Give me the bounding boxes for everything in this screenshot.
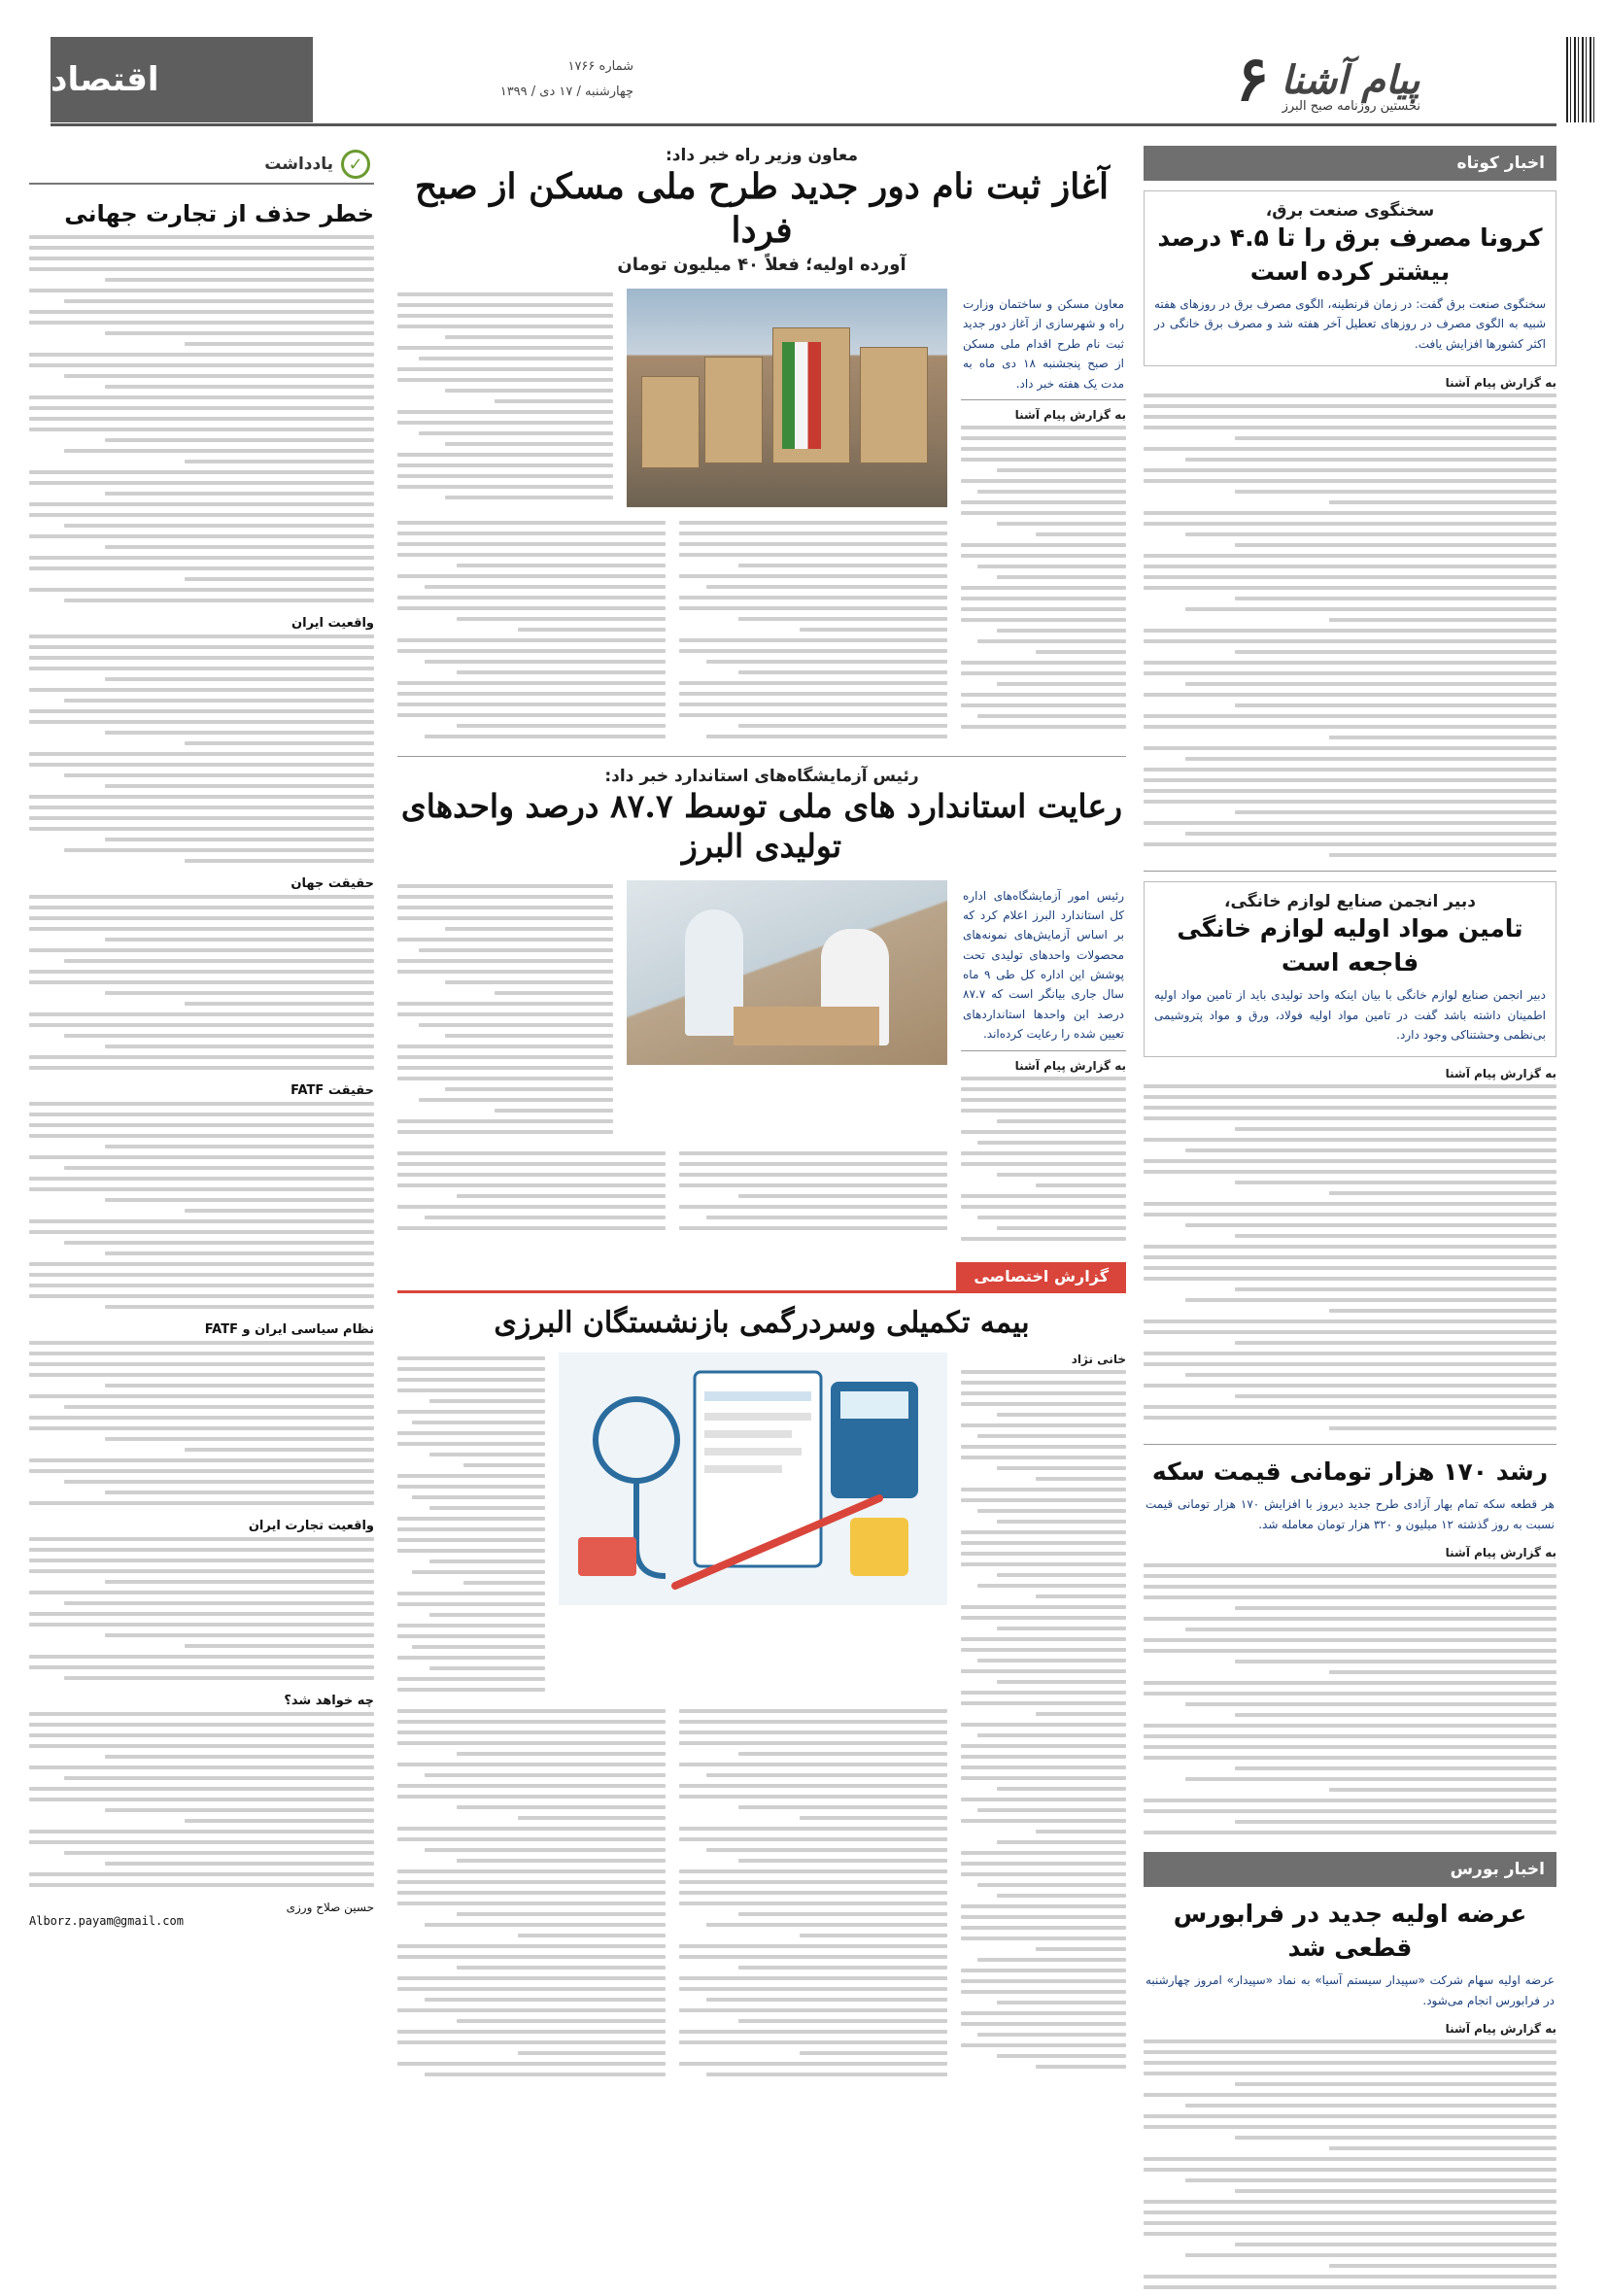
standard-body-text (397, 1148, 666, 1234)
standard-story (397, 767, 1126, 1245)
editorial-subhead: واقعیت ایران (291, 615, 374, 631)
lead-body-text (679, 517, 947, 742)
issue-date: چهارشنبه / ۱۷ دی / ۱۳۹۹ (499, 85, 633, 99)
standard-body-text (961, 1073, 1126, 1245)
lead-left-area (397, 289, 947, 742)
story-appliances (1144, 881, 1556, 1057)
story-headline: رشد ۱۷۰ هزار تومانی قیمت سکه (1151, 1457, 1549, 1487)
exclusive-report (397, 1262, 1126, 2081)
insurance-illustration (559, 1353, 947, 1605)
story-lead-in: به گزارش پیام آشنا (1445, 1546, 1556, 1560)
issue-number: شماره ۱۷۶۶ (567, 59, 633, 74)
report-body-text (961, 1366, 1126, 2073)
story-electricity (1144, 190, 1556, 366)
report-body-text (679, 1705, 947, 2080)
editorial-body (29, 1533, 374, 1684)
editorial-body (29, 1708, 374, 1891)
insurance-icon (559, 1353, 947, 1605)
editorial-column (29, 146, 374, 2267)
bourse-header: اخبار بورس (1144, 1852, 1556, 1887)
lead-lead-in: به گزارش پیام آشنا (1014, 407, 1126, 422)
story-kicker: دبیر انجمن صنایع لوازم خانگی، (1224, 892, 1476, 912)
standard-body-text (679, 1148, 947, 1234)
story-kicker: سخنگوی صنعت برق، (1265, 201, 1435, 221)
author-email[interactable]: Alborz.payam@gmail.com (29, 1913, 184, 1928)
main-column (397, 146, 1126, 2267)
report-byline: خانی نژاد (1071, 1353, 1126, 1367)
editorial-body (29, 1098, 374, 1313)
story-body (1144, 1559, 1556, 1838)
check-icon: ✓ (341, 150, 370, 179)
editorial-subhead: چه خواهد شد؟ (284, 1693, 374, 1708)
short-news-column (1144, 146, 1556, 2267)
issue-info (500, 54, 633, 105)
tagline: نخستین روزنامه صبح البرز (1282, 99, 1420, 114)
story-lede: سخنگوی صنعت برق گفت: در زمان قرنطینه، الگوی مصرف برق در روزهای هفته شبیه به الگوی مصرف در روزهای تعطیل آخر هفته شد و مصرف برق خانگی در اکثر کشورها افزایش یافت. (1154, 297, 1546, 351)
lead-lede: معاون مسکن و ساختمان وزارت راه و شهرسازی از آغاز دور جدید ثبت نام طرح اقدام ملی مسکن از صبح پنجشنبه ۱۸ دی ماه به مدت یک هفته خبر داد. (961, 289, 1126, 400)
lab-photo (627, 880, 947, 1065)
author-name: حسین صلاح ورزی (286, 1900, 374, 1914)
story-body (1144, 2036, 1556, 2296)
barcode-icon (1566, 37, 1595, 122)
story-lead-in: به گزارش پیام آشنا (1445, 1067, 1556, 1081)
standard-lead-in: به گزارش پیام آشنا (1014, 1058, 1126, 1073)
lead-headline: آغاز ثبت نام دور جدید طرح ملی مسکن از صبح فردا (414, 166, 1110, 251)
story-lead-in: به گزارش پیام آشنا (1445, 2021, 1556, 2036)
story-lede: عرضه اولیه سهام شرکت «سپیدار سیستم آسیا» به نماد «سپیدار» امروز چهارشنبه در فرابورس انجام می‌شود. (1145, 1973, 1555, 2007)
editorial-body (29, 231, 374, 606)
editorial-body (29, 631, 374, 867)
lead-body-text (961, 422, 1126, 733)
standard-lede: رئیس امور آزمایشگاه‌های اداره کل استاندارد البرز اعلام کرد که بر اساس آزمایش‌های نمونه‌های محصولات واحدهای تولیدی تحت پوشش این اداره کل طی ۹ ماه سال جاری بیانگر است که ۸۷.۷ درصد این واحدها استانداردهای تعیین شده را رعایت کرده‌اند. (961, 880, 1126, 1051)
story-lede: دبیر انجمن صنایع لوازم خانگی با بیان اینکه واحد تولیدی باید از تامین مواد اولیه اطمینان داشته باشد گفت در تامین مواد اولیه فولاد، ورق و مواد پتروشیمی بی‌نظمی وحشتناکی وجود دارد. (1154, 988, 1546, 1042)
editorial-body (29, 891, 374, 1074)
story-lede: هر قطعه سکه تمام بهار آزادی طرح جدید دیروز با افزایش ۱۷۰ هزار تومانی قیمت نسبت به روز گذشته ۱۲ میلیون و ۳۲۰ هزار تومان معامله شد. (1145, 1497, 1555, 1531)
standard-body-text (397, 880, 613, 1138)
editorial-header (29, 146, 374, 185)
lead-body-text (397, 517, 666, 742)
editorial-body (29, 1337, 374, 1509)
lead-body (397, 289, 1126, 742)
lead-right-column (961, 289, 1126, 742)
story-headline: تامین مواد اولیه لوازم خانگی فاجعه است (1177, 914, 1523, 977)
page-number: ۶ (1236, 43, 1270, 116)
report-body-text (397, 1705, 666, 2080)
short-news-header: اخبار کوتاه (1144, 146, 1556, 181)
lead-subhead: آورده اولیه؛ فعلاً ۴۰ میلیون تومان (617, 255, 906, 275)
section-title: اقتصاد (51, 37, 313, 122)
editorial-subhead: حقیقت FATF (291, 1082, 374, 1098)
standard-headline: رعایت استاندارد های ملی توسط ۸۷.۷ درصد واحدهای تولیدی البرز (400, 787, 1123, 866)
housing-photo (627, 289, 947, 507)
editorial-subhead: نظام سیاسی ایران و FATF (204, 1321, 374, 1337)
lead-story (397, 146, 1126, 742)
standard-kicker: رئیس آزمایشگاه‌های استاندارد خبر داد: (604, 767, 919, 786)
editorial-headline: خطر حذف از تجارت جهانی (64, 200, 374, 227)
brand-logo: پیام آشنا (1281, 56, 1420, 103)
report-body-text (397, 1353, 545, 1696)
masthead (51, 37, 1556, 126)
lead-kicker: معاون وزیر راه خبر داد: (665, 146, 859, 165)
lead-body-text (397, 289, 613, 507)
editorial-label: یادداشت (264, 154, 333, 174)
story-headline: کرونا مصرف برق را تا ۴.۵ درصد بیشتر کرده است (1157, 223, 1543, 286)
story-lead-in: به گزارش پیام آشنا (1445, 376, 1556, 391)
story-body (1144, 1080, 1556, 1434)
editorial-subhead: واقعیت تجارت ایران (248, 1518, 374, 1533)
editorial-subhead: حقیقت جهان (291, 875, 374, 891)
story-headline: عرضه اولیه جدید در فرابورس قطعی شد (1173, 1900, 1527, 1963)
report-tag: گزارش اختصاصی (956, 1262, 1126, 1290)
report-headline: بیمه تکمیلی وسردرگمی بازنشستگان البرزی (494, 1305, 1030, 1340)
story-body (1144, 390, 1556, 861)
